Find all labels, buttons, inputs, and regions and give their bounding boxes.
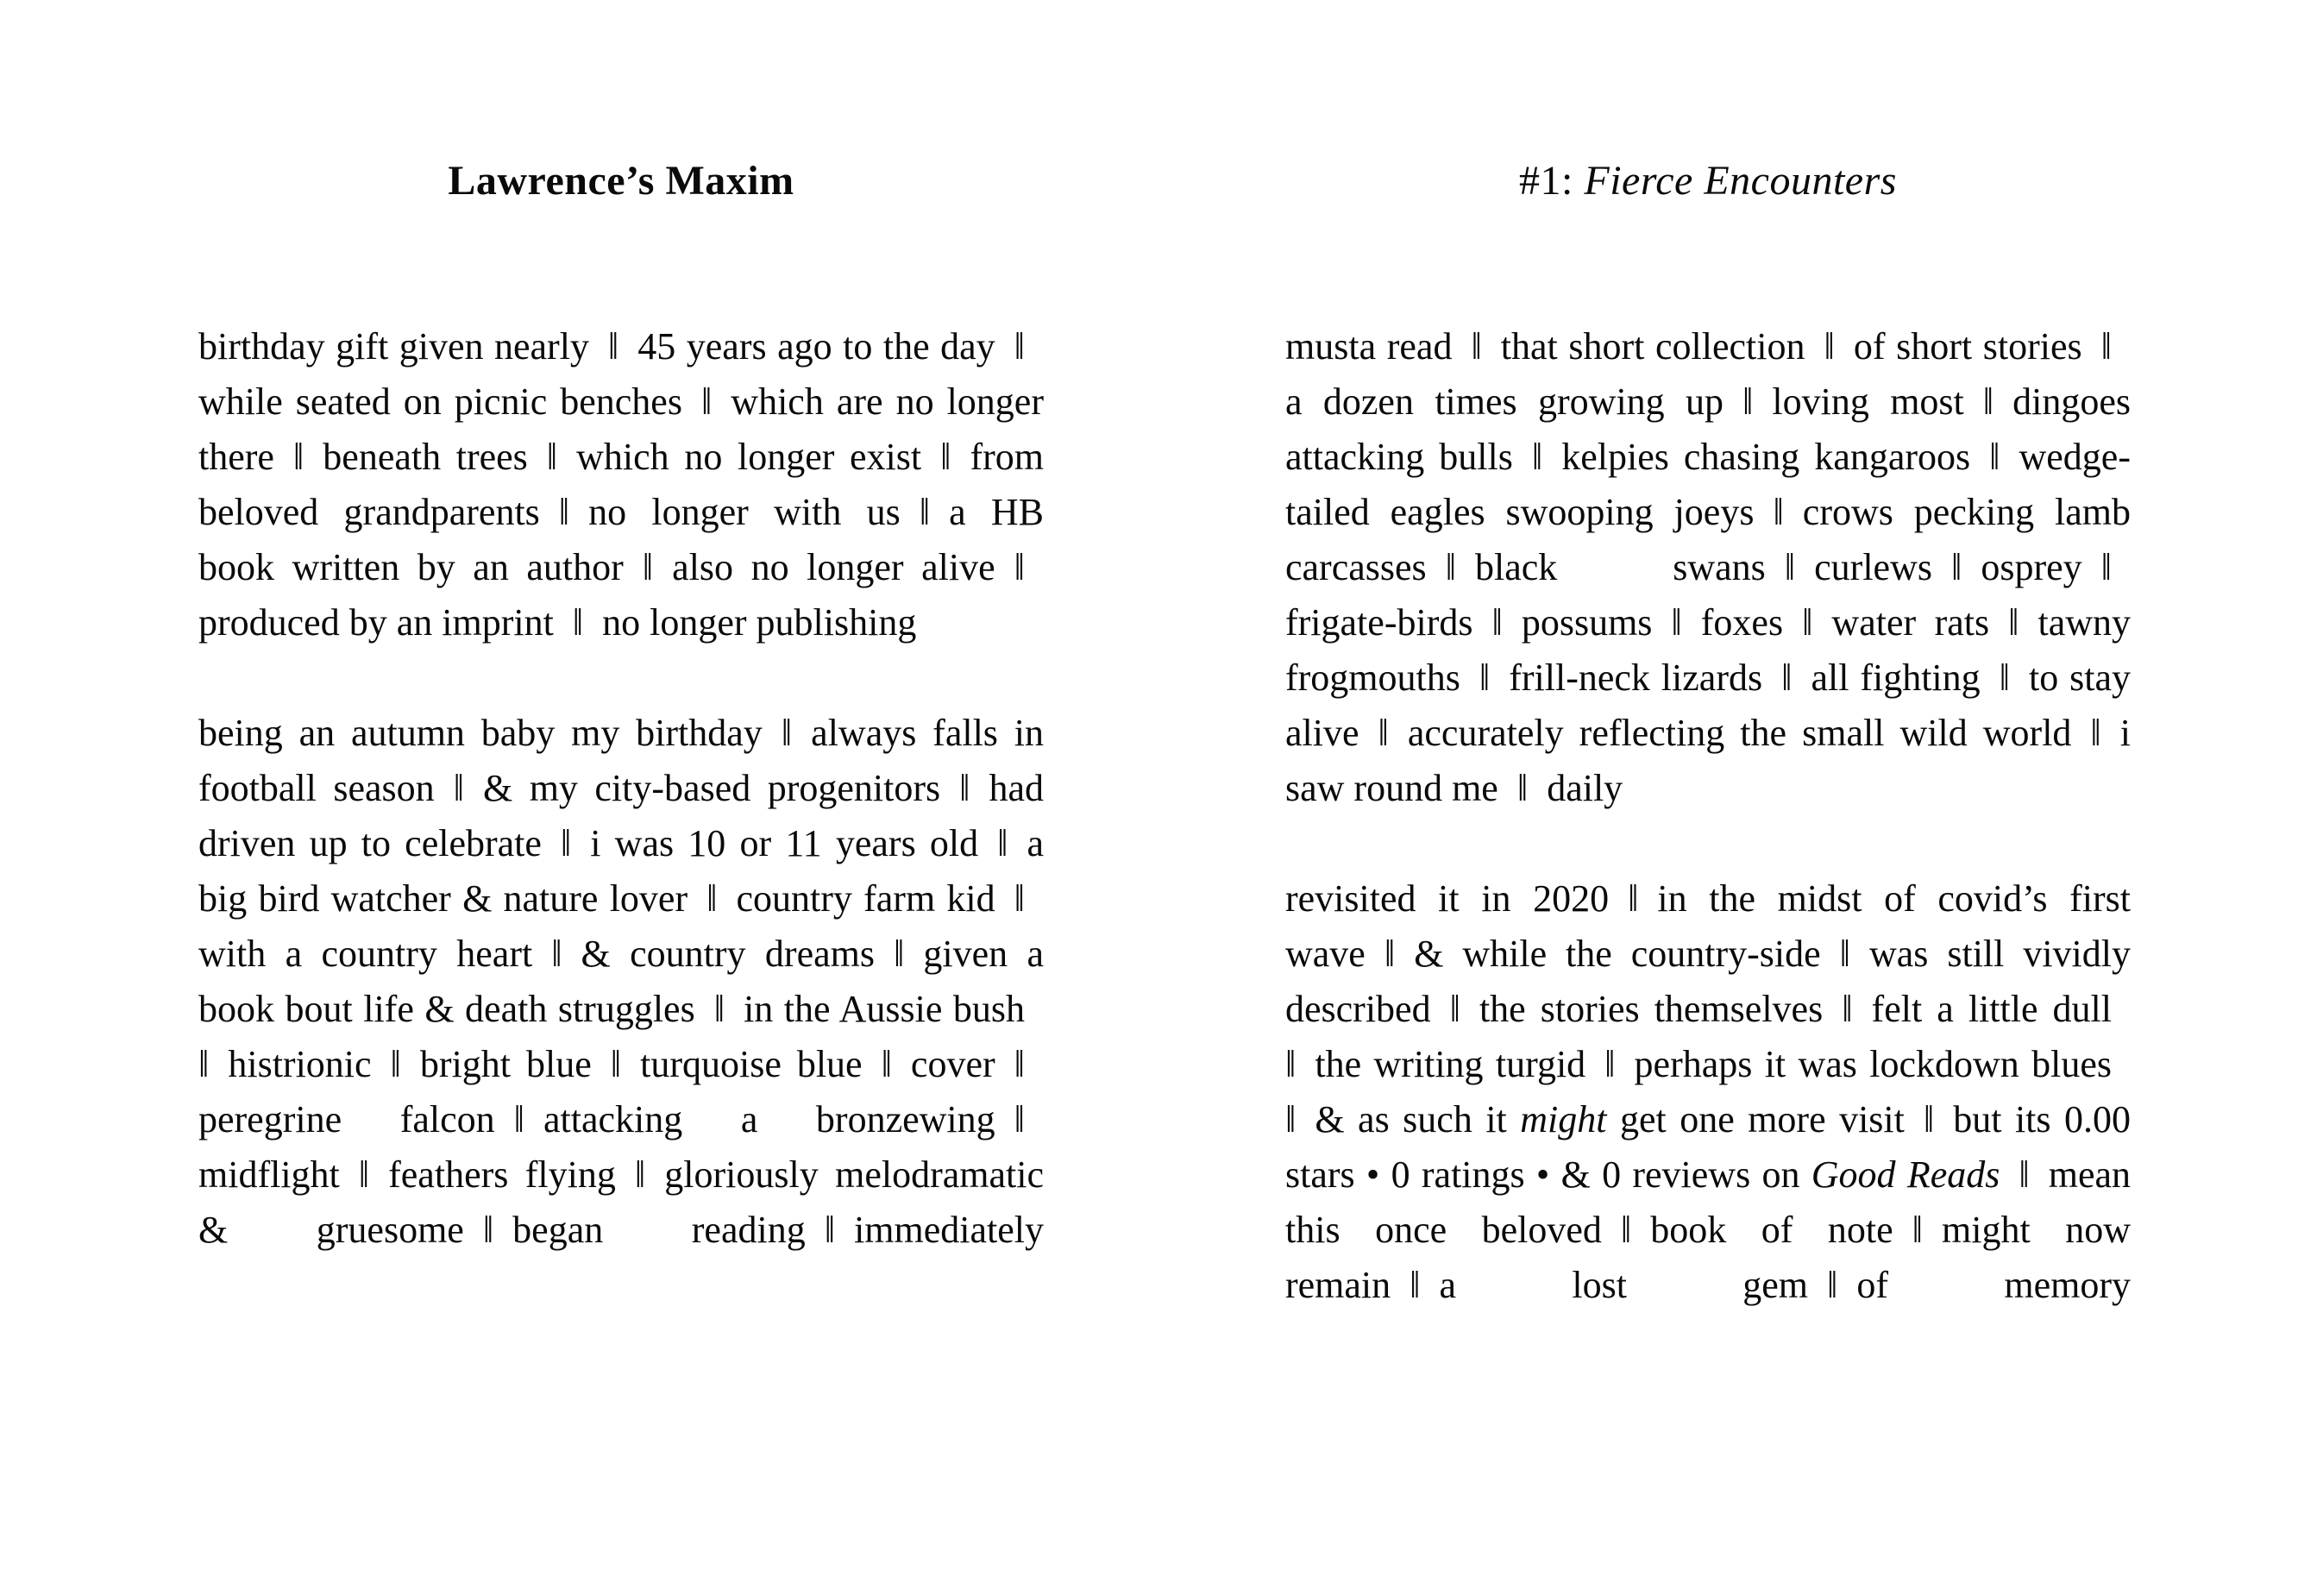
right-page-title (1285, 155, 2131, 207)
right-stanza-2: revisited it in 2020 ‖ in the midst of covid’s first wave ‖ & while the country-side ‖ was still vividly described ‖ the stories themselves ‖ felt a little dull ‖ the writing turgid ‖ perhaps it was lockdown blues ‖ & as such it might get one more visit ‖ but its 0.00 stars • 0 ratings • & 0 reviews on Good Reads ‖ mean this once beloved ‖ book of note ‖ might now remain ‖ a lost gem ‖ of memory (1285, 877, 2131, 1306)
poem-title-italic: Fierce Encounters (1584, 158, 1897, 204)
right-page (1285, 155, 2131, 1313)
right-page-body (1285, 319, 2131, 1313)
right-stanza-1: musta read ‖ that short collection ‖ of short stories ‖ a dozen times growing up ‖ loving most ‖ dingoes attacking bulls ‖ kelpies chasing kangaroos ‖ wedge-tailed eagles swooping joeys ‖ crows pecking lamb carcasses ‖ black swans ‖ curlews ‖ osprey ‖ frigate-birds ‖ possums ‖ foxes ‖ water rats ‖ tawny frogmouths ‖ frill-neck lizards ‖ all fighting ‖ to stay alive ‖ accurately reflecting the small wild world ‖ i saw round me ‖ daily (1285, 325, 2131, 809)
poem-number: #1: (1519, 158, 1585, 204)
left-stanza-1: birthday gift given nearly ‖ 45 years ago to the day ‖ while seated on picnic benches ‖ which are no longer there ‖ beneath trees ‖ which no longer exist ‖ from beloved grandparents ‖ no longer with us ‖ a HB book written by an author ‖ also no longer alive ‖ produced by an imprint ‖ no longer publishing (198, 325, 1044, 644)
left-page-title: Lawrence’s Maxim (448, 158, 794, 204)
left-page-body (198, 319, 1044, 1258)
left-page (198, 155, 1044, 1258)
left-stanza-2: being an autumn baby my birthday ‖ always falls in football season ‖ & my city-based progenitors ‖ had driven up to celebrate ‖ i was 10 or 11 years old ‖ a big bird watcher & nature lover ‖ country farm kid ‖ with a country heart ‖ & country dreams ‖ given a book bout life & death struggles ‖ in the Aussie bush ‖ histrionic ‖ bright blue ‖ turquoise blue ‖ cover ‖ peregrine falcon ‖ attacking a bronzewing ‖ midflight ‖ feathers flying ‖ gloriously melodramatic & gruesome ‖ began reading ‖ immediately (198, 712, 1044, 1251)
